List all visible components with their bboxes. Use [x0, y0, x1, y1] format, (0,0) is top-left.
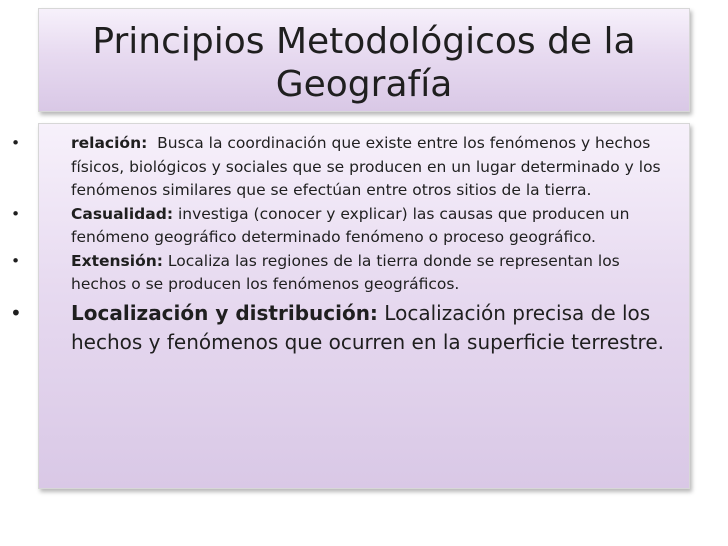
bullet-term: Extensión: [71, 251, 163, 270]
bullet-marker: • [11, 251, 21, 270]
bullet-marker: • [11, 204, 21, 223]
title-box [38, 8, 690, 112]
slide-title-line-2: Geografía [275, 64, 453, 105]
bullet-marker: • [11, 134, 21, 152]
bullet-item-localizacion [10, 299, 679, 357]
bullet-text: Localiza las regiones de la tierra donde se representan los hechos o se producen los fenómenos geográficos. [71, 251, 620, 293]
slide-title [39, 9, 689, 106]
bullet-item-extension [11, 250, 679, 297]
bullet-term: relación: [71, 134, 148, 152]
bullet-list [10, 124, 689, 357]
bullet-marker: • [10, 300, 22, 325]
bullet-item-casualidad [11, 203, 679, 250]
bullet-term: Casualidad: [71, 204, 174, 223]
bullet-item-relacion [11, 132, 679, 203]
bullet-term: Localización y distribución: [71, 300, 378, 325]
bullet-text: Busca la coordinación que existe entre los fenómenos y hechos físicos, biológicos y sociales que se producen en un lugar determinado y los fenómenos similares que se efectúan entre otros sitios de la tierra. [71, 134, 661, 199]
bullet-text: Localización precisa de los hechos y fenómenos que ocurren en la superficie terrestre. [71, 300, 664, 354]
content-box [10, 123, 690, 489]
bullet-text: investiga (conocer y explicar) las causas que producen un fenómeno geográfico determinado fenómeno o proceso geográfico. [71, 204, 630, 246]
slide-title-line-1: Principios Metodológicos de la [92, 21, 636, 62]
